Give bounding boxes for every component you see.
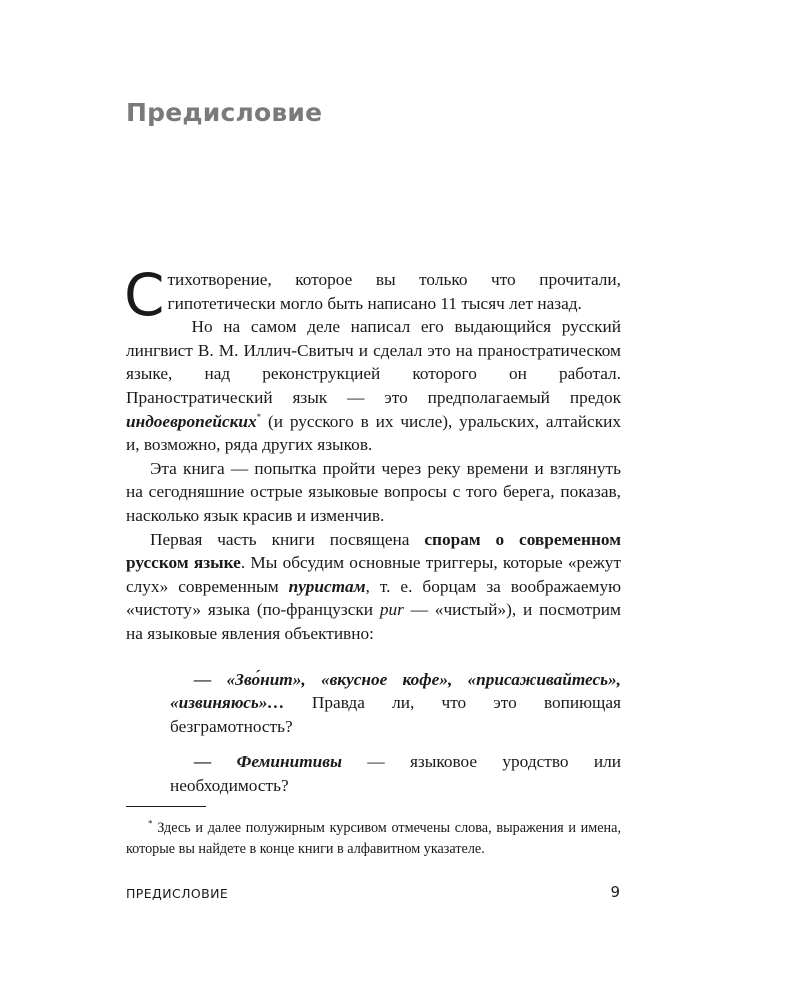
- paragraph-2: [126, 315, 621, 457]
- body-text: [124, 261, 622, 809]
- footnote: [126, 818, 621, 860]
- chapter-title: Предисловие: [126, 98, 323, 127]
- footnote-divider: [126, 806, 206, 807]
- list-item-text: — языковое уродство или необходимость?: [170, 752, 621, 795]
- list-dash: —: [194, 669, 227, 689]
- list-item: [170, 750, 621, 797]
- paragraph-4-text-c: , т. е. борцам за воображаемую «чистоту» языка (по-французски: [126, 576, 621, 620]
- footnote-mark: *: [148, 818, 153, 829]
- paragraph-4: [126, 528, 621, 646]
- paragraph-3: Эта книга — попытка пройти через реку времени и взглянуть на сегодняшние острые языковые вопросы с того берега, показав, насколько язык красив и изменчив.: [126, 458, 621, 525]
- index-term: Феминитивы: [236, 752, 342, 772]
- paragraph-4-text-a: Первая часть книги посвящена: [150, 529, 425, 549]
- footnote-text: Здесь и далее полужирным курсивом отмечены слова, выражения и имена, которые вы найдете в конце книги в алфавитном указателе.: [126, 820, 621, 857]
- paragraph-2-text-b: (и русского в их числе), уральских, алтайских и, возможно, ряда других языков.: [126, 411, 621, 455]
- paragraph-4-text-b: . Мы обсудим основные триггеры, которые «режут слух» современным: [126, 553, 621, 596]
- paragraph-1-text: тихотворение, которое вы только что прочитали, гипотетически могло быть написано 11 тысяч лет назад.: [167, 270, 621, 313]
- italic-word: pur: [379, 600, 404, 620]
- index-term: индоевропейских: [126, 411, 257, 431]
- list-item: [170, 668, 621, 739]
- drop-cap: С: [124, 261, 165, 329]
- topic-list: [126, 668, 621, 798]
- paragraph-2-text-a: Но на самом деле написал его выдающийся русский лингвист В. М. Иллич-Свитыч и сделал это на праностратическом языке, над реконструкцией которого он работал. Праностратический язык — это предполагаемый предок: [126, 317, 621, 407]
- bold-phrase: спорам о современном русском языке: [126, 529, 621, 573]
- paragraph-1: [124, 261, 621, 329]
- paragraph-4-text-d: — «чистый»), и посмотрим на языковые явления объективно:: [126, 600, 621, 643]
- list-dash: —: [194, 752, 237, 772]
- index-term: «Зво́нит», «вкусное кофе», «присаживайтесь», «извиняюсь»…: [170, 669, 622, 713]
- list-item-text: Правда ли, что это вопиющая безграмотность?: [170, 693, 621, 736]
- index-term: пуристам: [288, 576, 366, 596]
- running-footer: ПРЕДИСЛОВИЕ: [126, 886, 229, 901]
- footnote-marker: *: [256, 411, 262, 422]
- page-number: 9: [610, 883, 620, 901]
